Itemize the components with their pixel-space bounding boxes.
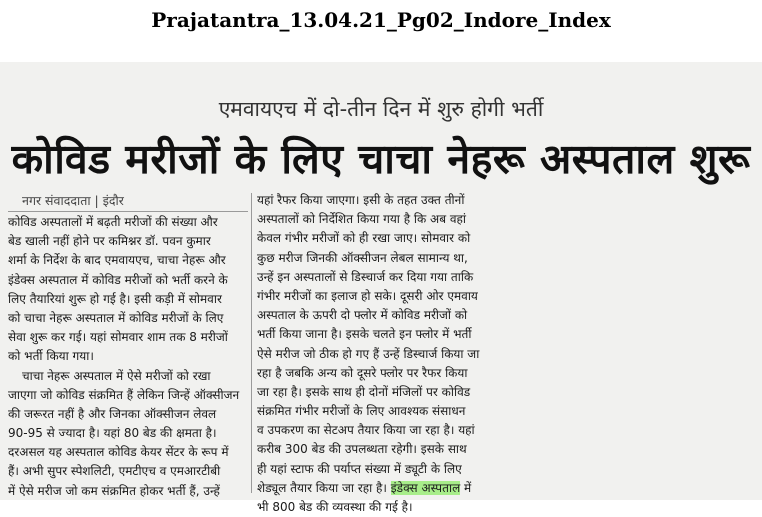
byline-rule	[8, 211, 248, 212]
article-line: हैं। अभी सुपर स्पेशलिटी, एमटीएच व एमआरटीबी	[8, 464, 221, 479]
article-line: गंभीर मरीजों का इलाज हो सके। दूसरी ओर एमवाय	[257, 288, 478, 303]
article-line: चाचा नेहरू अस्पताल में ऐसे मरीजों को रखा	[22, 368, 211, 383]
article-line: ऐसे मरीज जो ठीक हो गए हैं उन्हें डिस्चार्ज किया जा	[257, 346, 480, 361]
article-line: को चाचा नेहरू अस्पताल में कोविड मरीजों के लिए	[8, 310, 224, 325]
article-line: सेवा शुरू कर गई। यहां सोमवार शाम तक 8 मरीजों	[8, 330, 228, 345]
article-line: अस्पताल के ऊपरी दो फ्लोर में कोविड मरीजों को	[257, 308, 468, 323]
highlighted-text: इंडेक्स अस्पताल	[390, 480, 461, 495]
article-line: ही यहां स्टाफ की पर्याप्त संख्या में ड्यूटी के लिए	[257, 461, 462, 476]
article-line: भर्ती किया जाना है। इसके चलते इन फ्लोर में भर्ती	[257, 327, 472, 342]
column-divider	[251, 193, 252, 493]
article-line: रहा है जबकि अन्य को दूसरे फ्लोर पर रैफर किया	[257, 365, 468, 380]
article-line: उन्हें इन अस्पतालों से डिस्चार्ज कर दिया गया ताकि	[257, 269, 474, 284]
article-text: शेड्यूल तैयार किया जा रहा है।	[257, 480, 391, 495]
article-line: करीब 300 बेड की उपलब्धता रहेगी। इसके साथ	[257, 442, 467, 457]
article-line: की जरूरत नहीं है और जिनका ऑक्सीजन लेवल	[8, 406, 217, 421]
article-line: दरअसल यह अस्पताल कोविड केयर सेंटर के रूप में	[8, 445, 229, 460]
article-line: संक्रमित गंभीर मरीजों के लिए आवश्यक संसाधन	[257, 404, 466, 419]
article-line: इंडेक्स अस्पताल में कोविड मरीजों को भर्ती करने के	[8, 272, 228, 287]
article-kicker: एमवायएच में दो-तीन दिन में शुरु होगी भर्ती	[218, 97, 544, 121]
article-line: बेड खाली नहीं होने पर कमिश्नर डॉ. पवन कुमार	[8, 234, 211, 249]
article-line: यहां रैफर किया जाएगा। इसी के तहत उक्त तीनों	[257, 193, 465, 207]
article-line: को भर्ती किया गया।	[8, 349, 94, 364]
article-headline: कोविड मरीजों के लिए चाचा नेहरू अस्पताल शुरू	[11, 135, 751, 183]
article-line: जा रहा है। इसके साथ ही दोनों मंजिलों पर कोविड	[257, 384, 471, 399]
article-column-1	[8, 213, 248, 501]
byline: नगर संवाददाता | इंदौर	[22, 193, 124, 208]
article-line: व उपकरण का सेटअप तैयार किया जा रहा है। यहां	[257, 423, 475, 438]
article-line: 90-95 से ज्यादा है। यहां 80 बेड की क्षमता है।	[8, 426, 217, 441]
article-line: में ऐसे मरीज जो कम संक्रमित होकर भर्ती हैं, उन्हें	[8, 483, 220, 498]
article-line: जाएगा जो कोविड संक्रमित हैं लेकिन जिन्हें ऑक्सीजन	[8, 387, 240, 402]
article-column-2	[257, 191, 497, 517]
article-line: अस्पतालों को निर्देशित किया गया है कि अब वहां	[257, 212, 467, 227]
clipping-caption: Prajatantra_13.04.21_Pg02_Indore_Index	[151, 8, 611, 32]
article-line: कोविड अस्पतालों में बढ़ती मरीजों की संख्या और	[8, 215, 218, 229]
article-line: केवल गंभीर मरीजों को ही रखा जाए। सोमवार को	[257, 231, 471, 246]
article-line: भी 800 बेड की व्यवस्था की गई है।	[257, 500, 413, 514]
article-line: शर्मा के निर्देश के बाद एमवायएच, चाचा नेहरू और	[8, 253, 226, 268]
article-line: कुछ मरीज जिनकी ऑक्सीजन लेबल सामान्य था,	[257, 250, 468, 265]
article-line: लिए तैयारियां शुरू हो गई है। इसी कड़ी में सोमवार	[8, 291, 222, 306]
article-text: में	[460, 480, 472, 495]
article-line-highlighted	[257, 479, 497, 498]
